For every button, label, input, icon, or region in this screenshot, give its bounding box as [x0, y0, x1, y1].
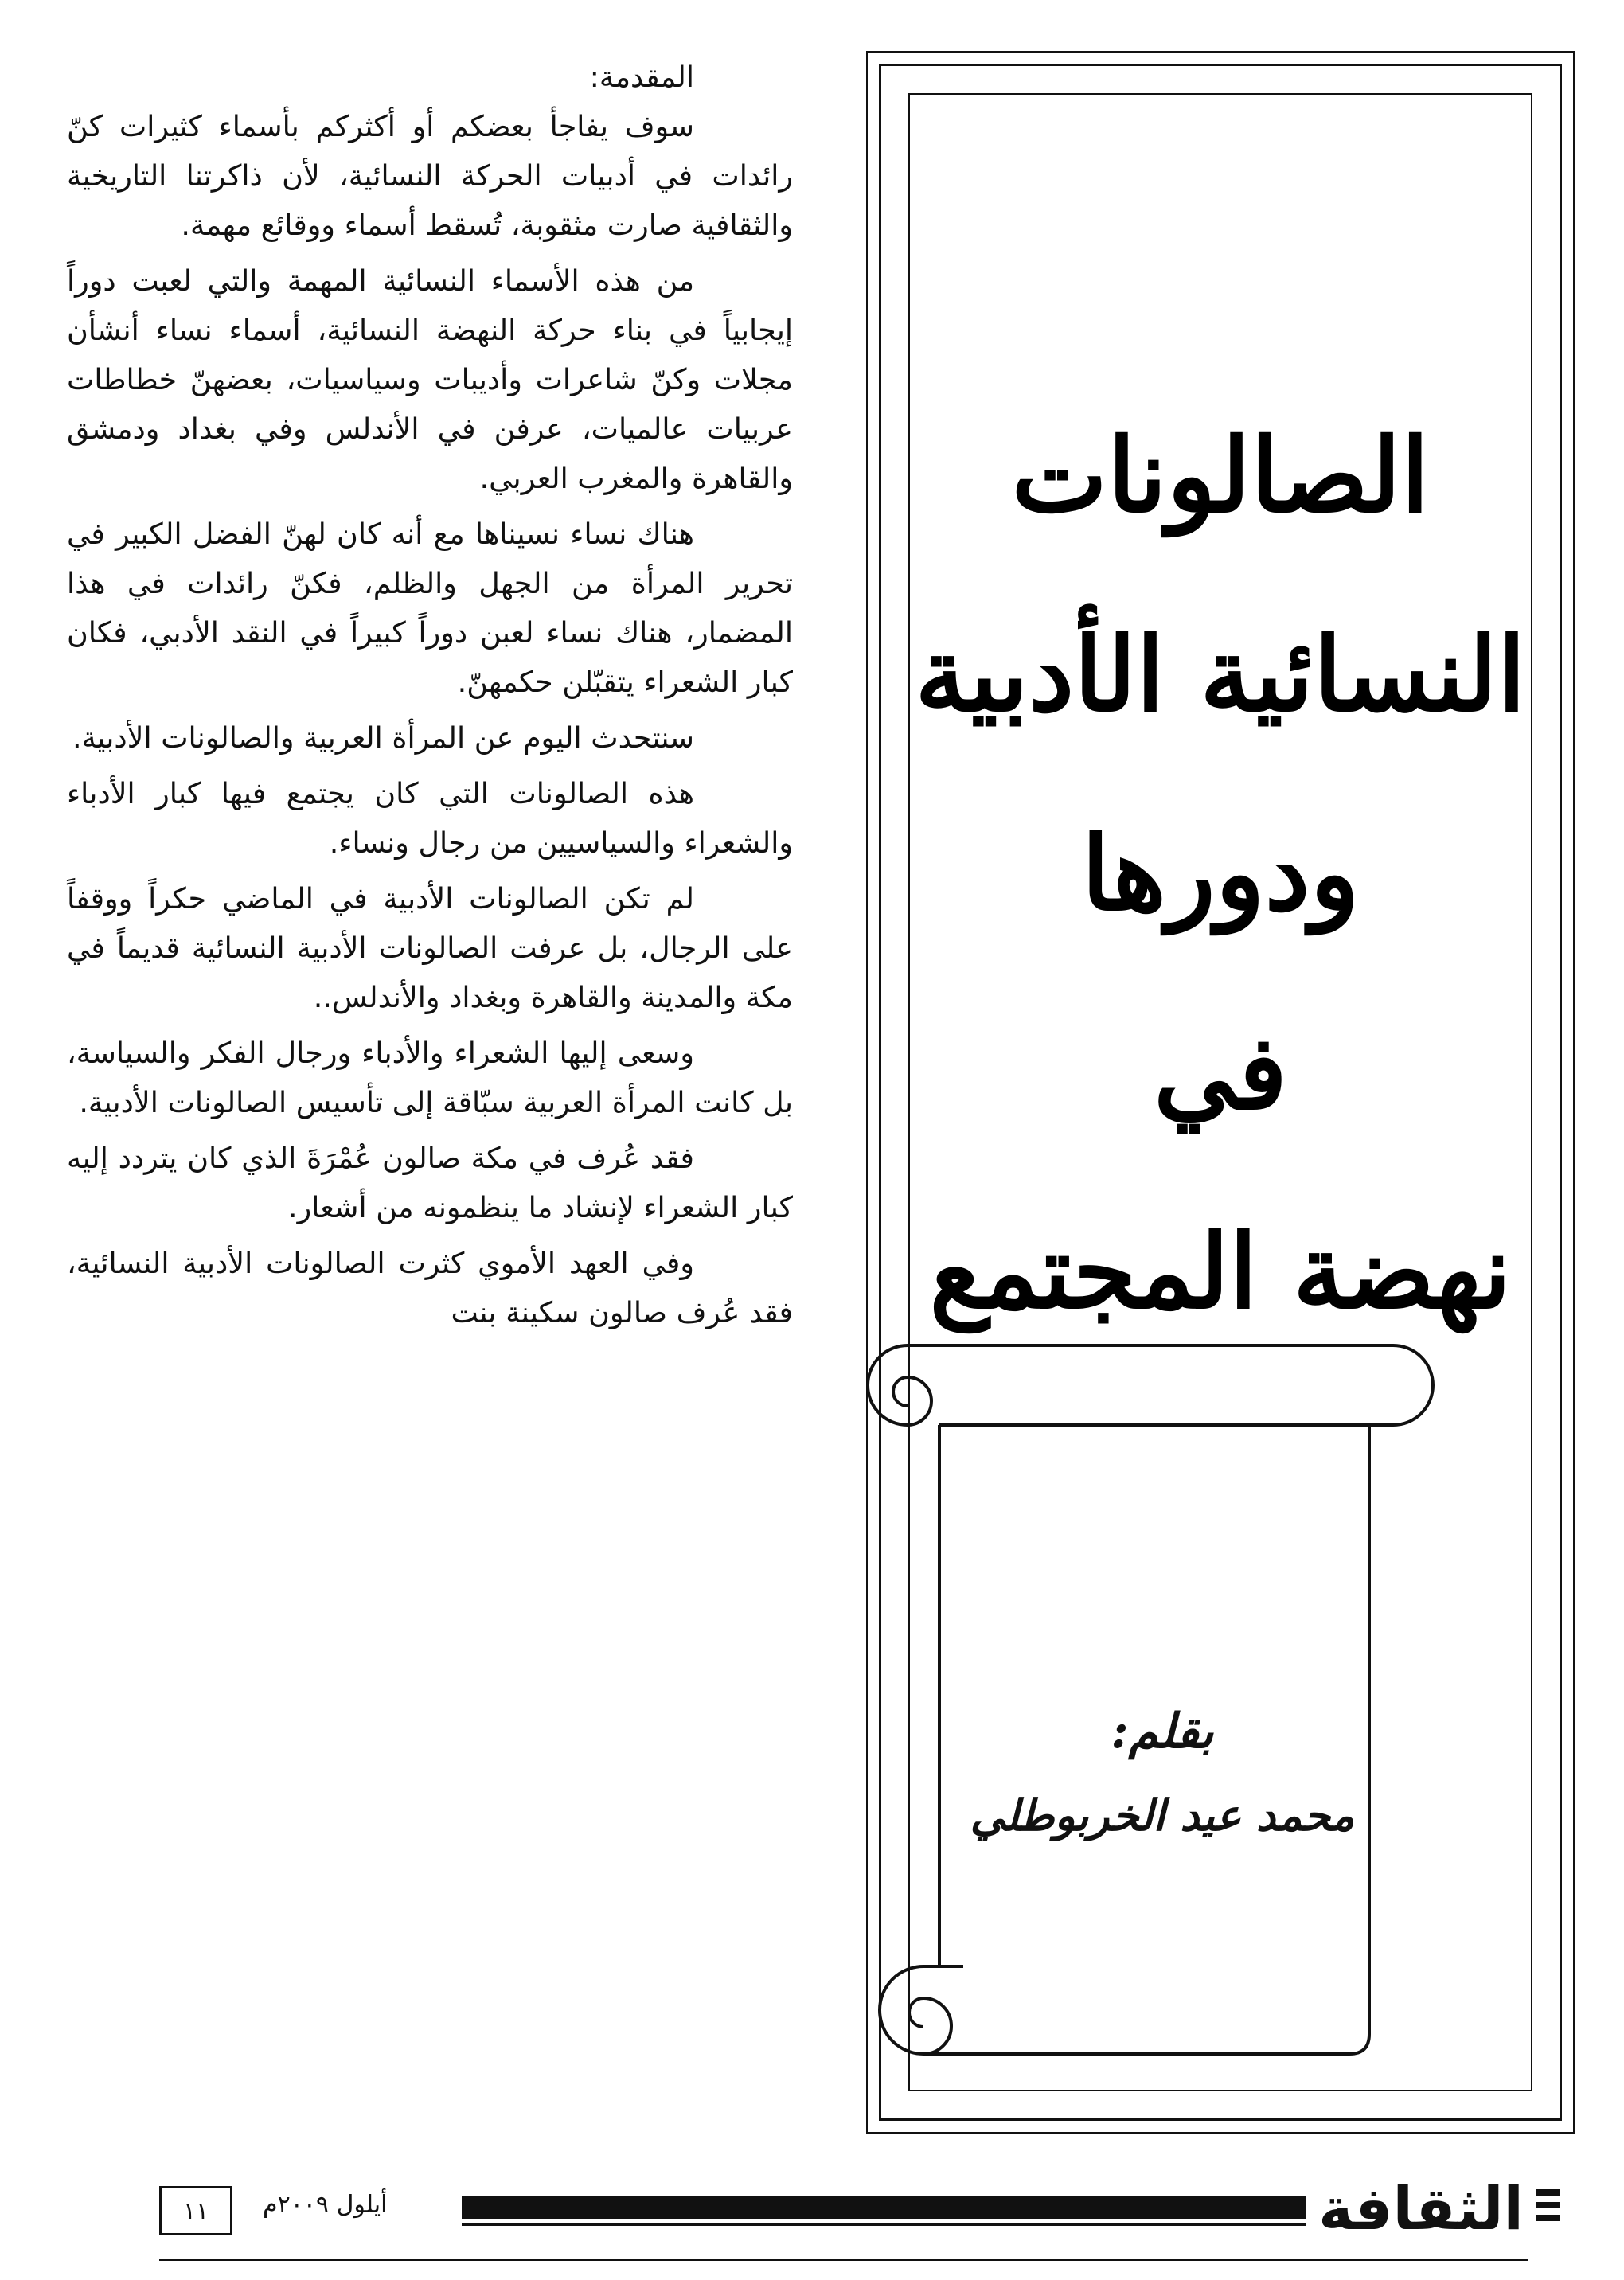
- article-body: [67, 53, 793, 1344]
- title-line: النسائية الأدبية: [915, 615, 1526, 735]
- title-line: الصالونات: [1011, 416, 1430, 536]
- article-paragraph: لم تكن الصالونات الأدبية في الماضي حكراً ووقفاً على الرجال، بل عرفت الصالونات الأدبية النسائية قديماً في مكة والمدينة والقاهرة وبغداد والأندلس..: [67, 881, 793, 1014]
- by-label: بقلم:: [1111, 1704, 1214, 1759]
- title-line: نهضة المجتمع: [929, 1212, 1512, 1332]
- magazine-logo: الثقافة: [1318, 2175, 1524, 2243]
- article-paragraph: وفي العهد الأموي كثرت الصالونات الأدبية النسائية، فقد عُرف صالون سكينة بنت: [67, 1246, 793, 1329]
- article-paragraph: وسعى إليها الشعراء والأدباء ورجال الفكر والسياسة، بل كانت المرأة العربية سبّاقة إلى تأسيس الصالونات الأدبية.: [67, 1036, 793, 1119]
- article-paragraph: من هذه الأسماء النسائية المهمة والتي لعبت دوراً إيجابياً في بناء حركة النهضة النسائية، أسماء نساء أنشأن مجلات وكنّ شاعرات وأديبات وسياسيات، بعضهنّ خطاطات عربيات عالميات، عرفن في الأندلس وفي بغداد ودمشق والقاهرة والمغرب العربي.: [67, 264, 793, 495]
- footer-bar: [462, 2196, 1306, 2219]
- footer-bar-thin: [462, 2223, 1306, 2226]
- page-footer: [159, 2173, 1528, 2245]
- footer-rule: [159, 2259, 1528, 2261]
- article-paragraph: سوف يفاجأ بعضكم أو أكثركم بأسماء كثيرات كنّ رائدات في أدبيات الحركة النسائية، لأن ذاكرتنا التاريخية والثقافية صارت مثقوبة، تُسقط أسماء ووقائع مهمة.: [67, 109, 793, 242]
- article-paragraph: سنتحدث اليوم عن المرأة العربية والصالونات الأدبية.: [72, 720, 694, 755]
- logo-bars-icon: [1536, 2189, 1560, 2237]
- article-title: [881, 377, 1560, 1372]
- section-heading: المقدمة:: [589, 60, 694, 94]
- article-paragraph: هذه الصالونات التي كان يجتمع فيها كبار الأدباء والشعراء والسياسيين من رجال ونساء.: [67, 776, 793, 860]
- author-name: محمد عيد الخربوطلي: [970, 1790, 1355, 1841]
- page-number: ١١: [159, 2186, 232, 2235]
- article-paragraph: فقد عُرف في مكة صالون عُمْرَةَ الذي كان يتردد إليه كبار الشعراء لإنشاد ما ينظمونه من أشعار.: [67, 1141, 793, 1224]
- title-line: ودورها: [1081, 814, 1360, 934]
- title-line: في: [1154, 1013, 1287, 1133]
- issue-date: أيلول ٢٠٠٩م: [263, 2191, 388, 2219]
- byline: [939, 1688, 1385, 1855]
- article-paragraph: هناك نساء نسيناها مع أنه كان لهنّ الفضل الكبير في تحرير المرأة من الجهل والظلم، فكنّ رائدات في هذا المضمار، هناك نساء لعبن دوراً كبيراً في النقد الأدبي، فكان كبار الشعراء يتقبّلن حكمهنّ.: [67, 517, 793, 699]
